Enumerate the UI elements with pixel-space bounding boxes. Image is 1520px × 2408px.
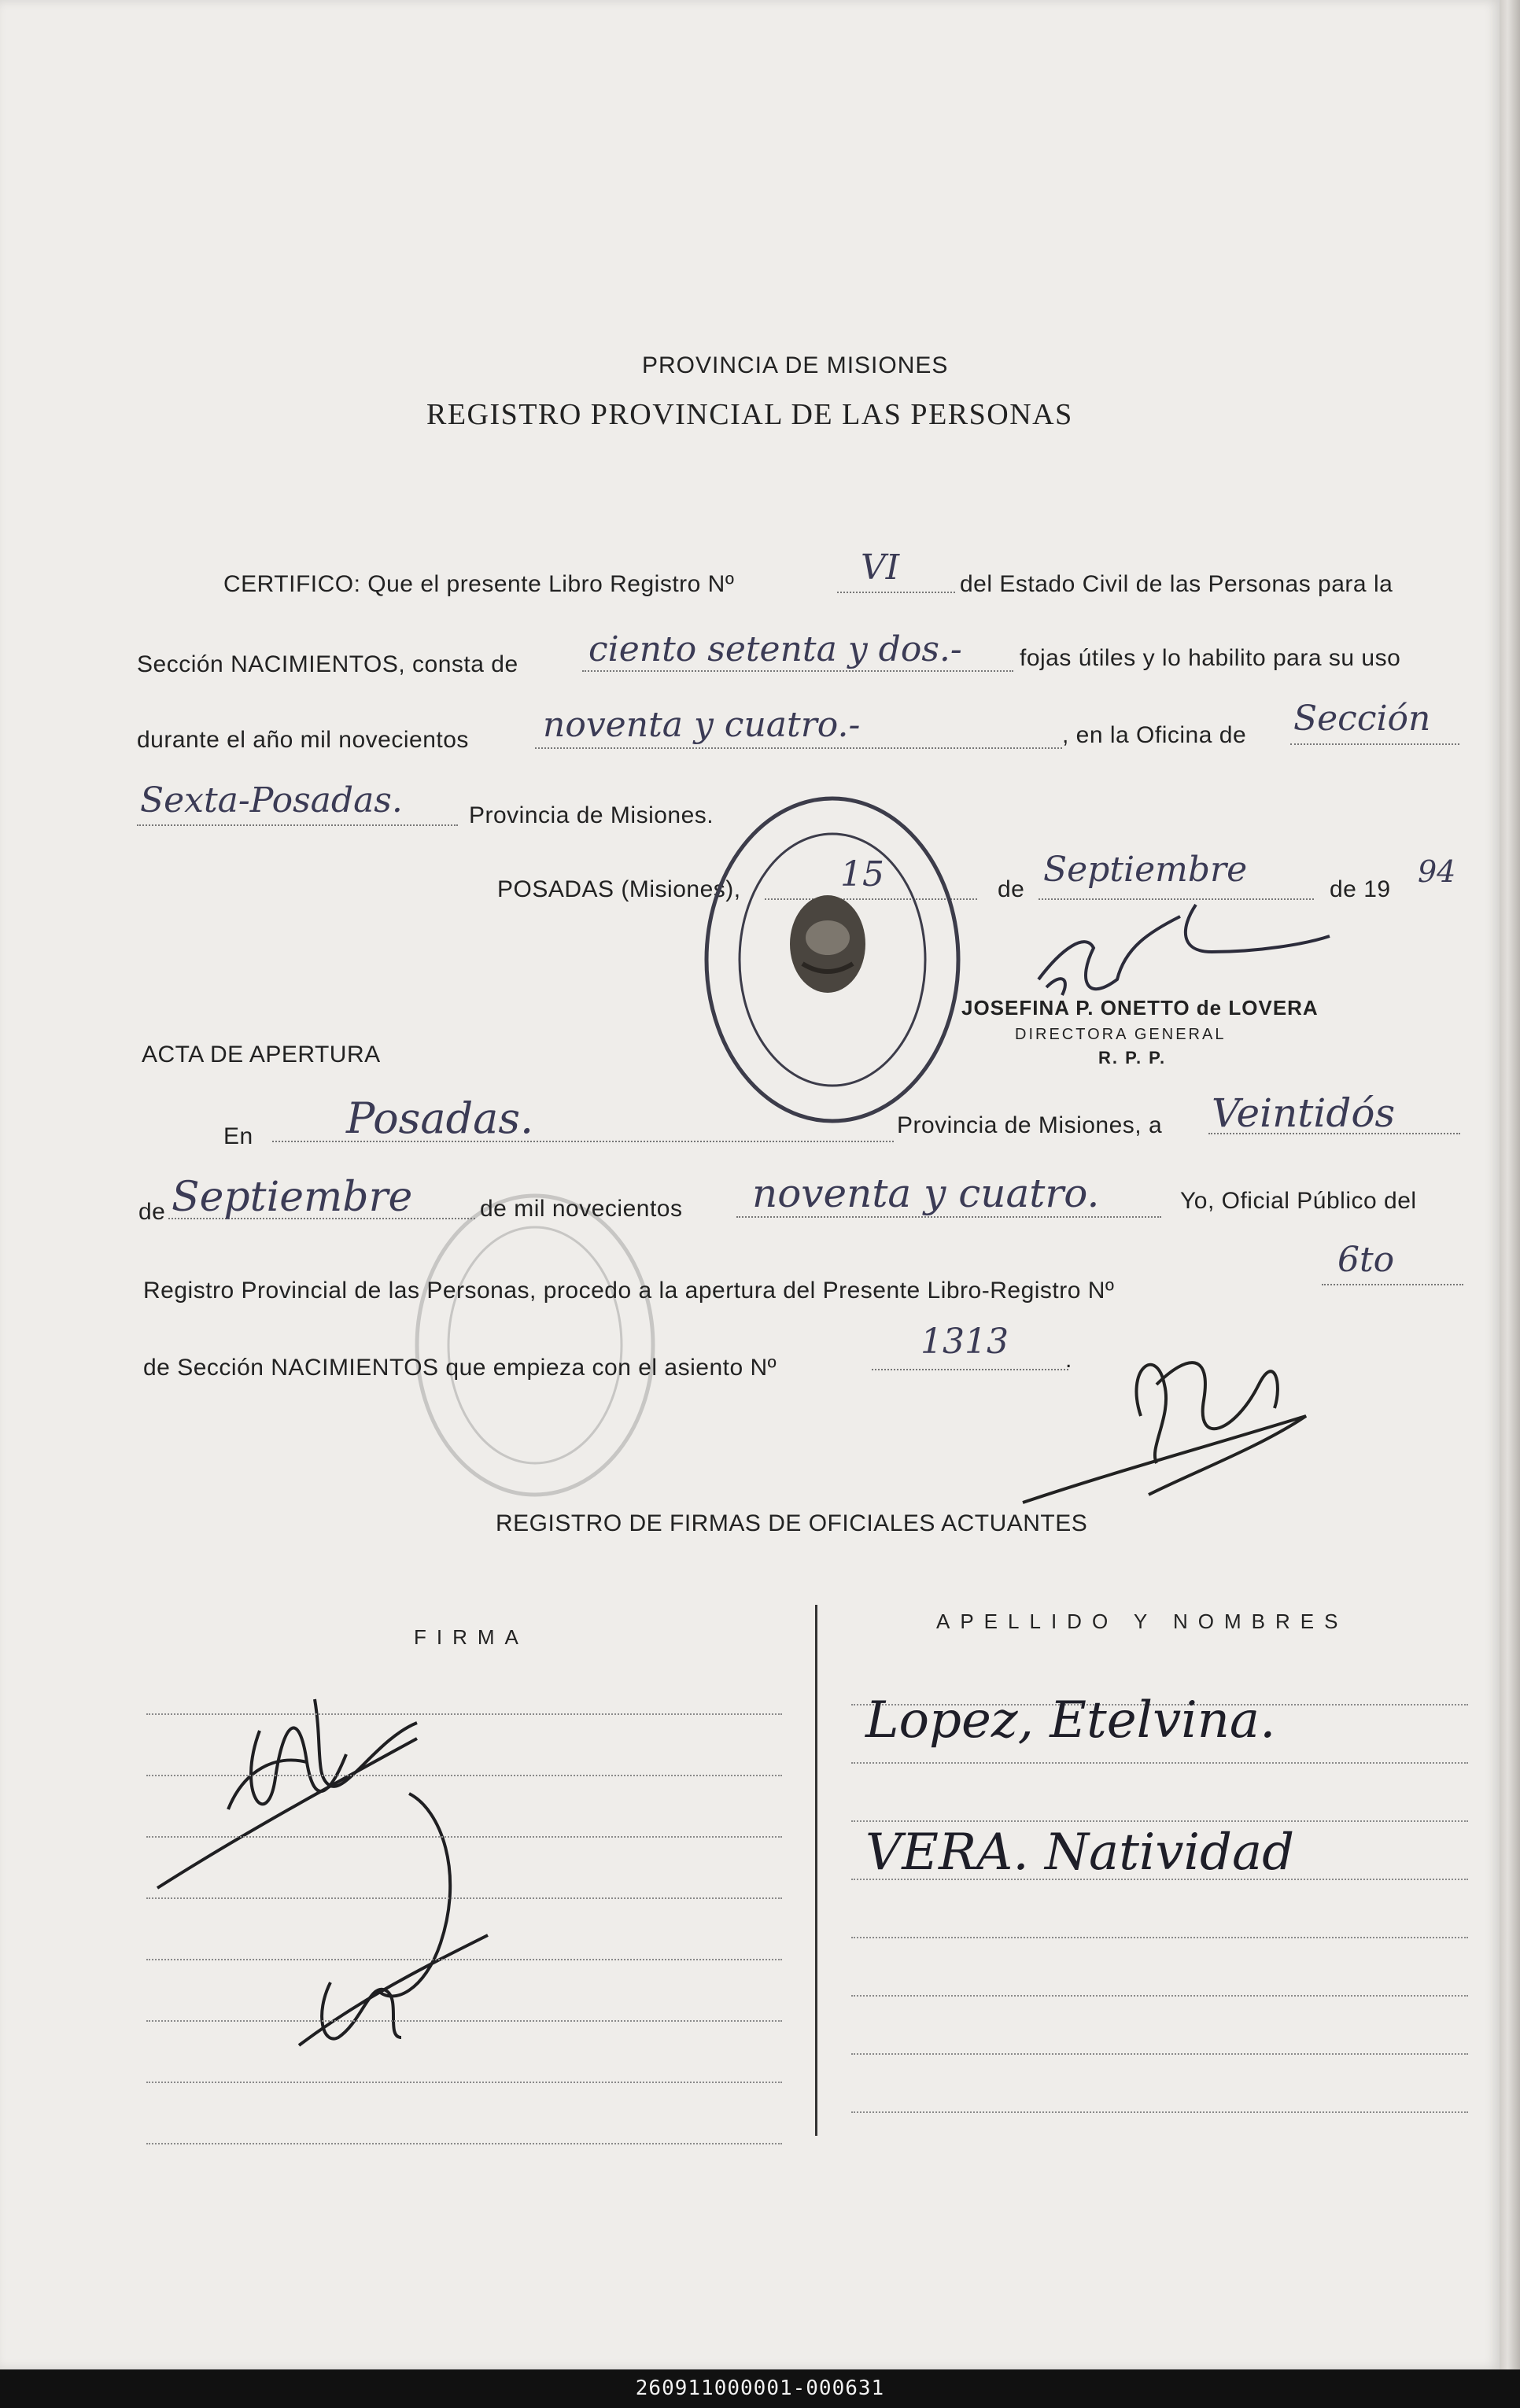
acta-dot: . [1065, 1347, 1072, 1373]
firma-signature-2 [299, 1794, 488, 2045]
ruled-line [851, 1995, 1468, 1997]
registry-title: REGISTRO PROVINCIAL DE LAS PERSONAS [426, 398, 1073, 431]
acta-en: En [223, 1123, 253, 1149]
acta-mil: de mil novecientos [480, 1196, 683, 1222]
acta-line3: Registro Provincial de las Personas, procedo a la apertura del Presente Libro-Registro Nº [143, 1278, 1115, 1304]
acta-asiento: 1313 [920, 1322, 1009, 1362]
month: Septiembre [1043, 850, 1248, 890]
ruled-line [146, 1897, 782, 1899]
official-title: DIRECTORA GENERAL [1015, 1026, 1227, 1043]
ruled-line [146, 2082, 782, 2083]
cert-line2-a: Sección NACIMIENTOS, consta de [137, 651, 518, 677]
fojas-count: ciento setenta y dos.- [588, 629, 962, 669]
signatures-heading: REGISTRO DE FIRMAS DE OFICIALES ACTUANTES [496, 1510, 1088, 1536]
ruled-line [851, 2053, 1468, 2055]
acta-city: Posadas. [346, 1093, 534, 1143]
dotted-line [736, 1216, 1161, 1218]
acta-line4: de Sección NACIMIENTOS que empieza con el asiento Nº [143, 1355, 777, 1381]
archive-code: 260911000001-000631 [0, 2369, 1520, 2408]
ruled-line [146, 1713, 782, 1715]
cert-line3-b: , en la Oficina de [1062, 722, 1247, 748]
firma-signature-1 [157, 1699, 417, 1888]
acta-libro: 6to [1337, 1240, 1395, 1280]
acta-day-words: Veintidós [1212, 1090, 1396, 1136]
year-suffix: 94 [1418, 854, 1456, 889]
ruled-line [851, 1762, 1468, 1764]
cert-line1-b: del Estado Civil de las Personas para la [960, 571, 1393, 597]
libro-number: VI [861, 548, 900, 588]
cert-line1-a: CERTIFICO: Que el presente Libro Registro Nº [223, 571, 735, 597]
year-words: noventa y cuatro.- [543, 705, 861, 745]
de-year-label: de 19 [1330, 876, 1391, 902]
cert-line3-a: durante el año mil novecientos [137, 727, 469, 753]
oficina-2: Sexta-Posadas. [140, 780, 403, 820]
official-seal [707, 798, 958, 1121]
name-entry-1: Lopez, Etelvina. [865, 1691, 1276, 1750]
col-apellido-nombres: APELLIDO Y NOMBRES [936, 1610, 1348, 1633]
province-title: PROVINCIA DE MISIONES [642, 352, 949, 378]
ruled-line [146, 1775, 782, 1776]
name-entry-2: VERA. Natividad [865, 1824, 1295, 1882]
acta-month: Septiembre [172, 1174, 413, 1221]
acta-de: de [138, 1199, 166, 1225]
cert-line2-b: fojas útiles y lo habilito para su uso [1020, 645, 1401, 671]
director-signature [1039, 905, 1330, 995]
oficina-1: Sección [1293, 699, 1431, 739]
ruled-line [146, 1836, 782, 1838]
ruled-line [146, 2143, 782, 2144]
ruled-line [851, 2111, 1468, 2113]
ruled-line [146, 1959, 782, 1960]
ruled-line [851, 1820, 1468, 1822]
acta-year-words: noventa y cuatro. [752, 1171, 1100, 1216]
acta-yo: Yo, Oficial Público del [1180, 1188, 1417, 1214]
faded-seal-impression [417, 1196, 653, 1495]
de-label: de [998, 876, 1025, 902]
ruled-line [851, 1937, 1468, 1938]
acta-heading: ACTA DE APERTURA [142, 1042, 381, 1068]
official-signature [1023, 1363, 1306, 1503]
ruled-line [146, 2020, 782, 2022]
dotted-line [872, 1369, 1068, 1370]
official-name: JOSEFINA P. ONETTO de LOVERA [961, 996, 1319, 1020]
cert-line4-b: Provincia de Misiones. [469, 802, 714, 828]
col-firma: FIRMA [414, 1625, 529, 1649]
acta-prov: Provincia de Misiones, a [897, 1112, 1163, 1138]
column-divider [815, 1605, 817, 2136]
place-label: POSADAS (Misiones), [497, 876, 741, 902]
official-org: R. P. P. [1098, 1048, 1167, 1068]
day-number: 15 [840, 854, 884, 894]
dotted-line [1322, 1284, 1463, 1285]
